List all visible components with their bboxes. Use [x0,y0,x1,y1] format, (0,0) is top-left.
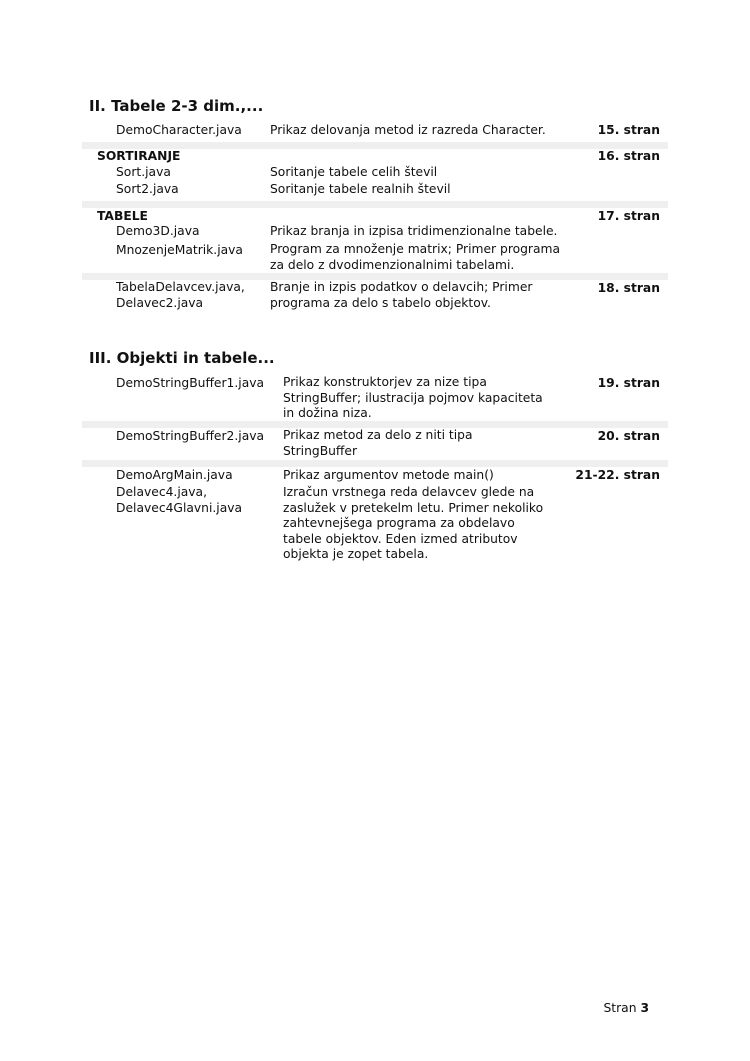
file-name: Demo3D.java [116,224,200,238]
description-line: za delo z dvodimenzionalnimi tabelami. [270,257,515,272]
file-name: Sort.java [116,165,171,179]
file-name: Delavec4.java, [116,485,207,499]
file-names [116,485,242,516]
file-name: DemoCharacter.java [116,123,242,137]
file-name: Delavec2.java [116,295,204,310]
file-name: DemoStringBuffer1.java [116,376,265,390]
file-description: Prikaz branja in izpisa tridimenzionalne tabele. [270,224,558,238]
row-divider [82,460,668,467]
page-ref: 16. stran [597,149,660,163]
section-3-heading: III. Objekti in tabele... [89,349,275,367]
description-line: StringBuffer [283,443,358,458]
description-line: objekta je zopet tabela. [283,547,429,562]
description-line: Branje in izpis podatkov o delavcih; Primer [270,280,533,294]
description-line: tabele objektov. Eden izmed atributov [283,531,518,546]
file-names [116,280,245,311]
page-ref: 19. stran [597,376,660,390]
file-description: Soritanje tabele celih števil [270,165,438,179]
file-name: Sort2.java [116,182,179,196]
page-ref: 21-22. stran [575,468,660,482]
description-line: Prikaz metod za delo z niti tipa [283,428,473,442]
file-name: MnozenjeMatrik.java [116,243,243,257]
description-line: zaslužek v pretekelm letu. Primer nekoliko [283,500,544,515]
footer-number: 3 [640,1001,649,1015]
file-description [270,242,560,273]
description-line: programa za delo s tabelo objektov. [270,295,491,310]
file-description [283,428,473,459]
description-line: in dožina niza. [283,406,372,421]
page-ref: 20. stran [597,429,660,443]
footer-label: Stran [603,1001,637,1015]
file-name: DemoArgMain.java [116,468,233,482]
section-2-heading: II. Tabele 2-3 dim.,... [89,97,264,115]
description-line: Izračun vrstnega reda delavcev glede na [283,485,535,499]
description-line: Program za množenje matrix; Primer programa [270,242,561,256]
file-name: Delavec4Glavni.java [116,500,243,515]
file-description [283,375,543,422]
file-description: Soritanje tabele realnih števil [270,182,451,196]
footer-page-number [604,1000,650,1016]
page-ref: 17. stran [597,209,660,223]
file-name: TabelaDelavcev.java, [116,280,245,294]
file-description: Prikaz argumentov metode main() [283,468,494,482]
group-label-tabele: TABELE [97,209,148,223]
row-divider [82,273,668,280]
page-ref: 18. stran [597,281,660,295]
description-line: Prikaz konstruktorjev za nize tipa [283,375,487,389]
file-description [270,280,532,311]
file-name: DemoStringBuffer2.java [116,429,265,443]
file-description [283,485,543,563]
page-ref: 15. stran [597,123,660,137]
row-divider [82,421,668,428]
group-label-sortiranje: SORTIRANJE [97,149,181,163]
description-line: zahtevnejšega programa za obdelavo [283,516,515,531]
description-line: StringBuffer; ilustracija pojmov kapaciteta [283,390,543,405]
row-divider [82,201,668,208]
file-description: Prikaz delovanja metod iz razreda Character. [270,123,546,137]
